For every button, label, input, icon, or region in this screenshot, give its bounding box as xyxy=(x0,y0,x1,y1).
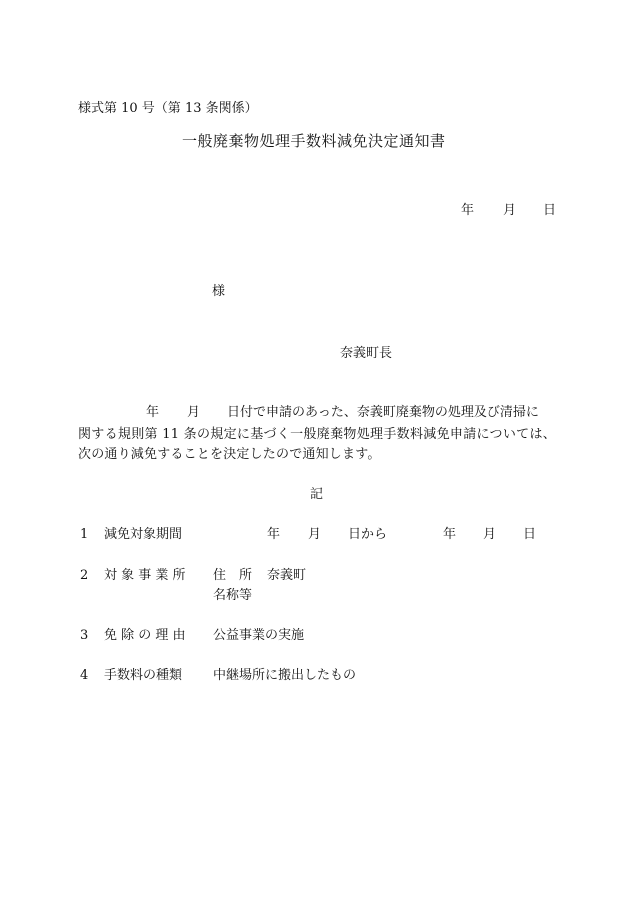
item-label: 免 除 の 理 由 xyxy=(104,628,186,643)
body-month: 月 xyxy=(187,405,201,420)
form-reference: 様式第 10 号（第 13 条関係） xyxy=(78,101,258,116)
item-value: 中継場所に搬出したもの xyxy=(213,668,357,683)
address-value: 奈義町 xyxy=(267,568,307,583)
item-label: 手数料の種類 xyxy=(104,668,183,683)
item-label: 減免対象期間 xyxy=(104,527,183,542)
item-number: 3 xyxy=(80,628,89,643)
date-year: 年 xyxy=(461,203,475,218)
ki-heading: 記 xyxy=(310,487,324,502)
body-line1-rest: 日付で申請のあった、奈義町廃棄物の処理及び清掃に xyxy=(227,405,539,420)
period-end-day: 日 xyxy=(523,527,537,542)
addressee-suffix: 様 xyxy=(212,284,226,299)
name-label: 名称等 xyxy=(213,588,253,603)
date-month: 月 xyxy=(503,203,517,218)
item-number: 1 xyxy=(80,527,89,542)
body-line2: 関する規則第 11 条の規定に基づく一般廃棄物処理手数料減免申請については、 xyxy=(78,427,556,442)
item-number: 2 xyxy=(80,568,89,583)
document-title: 一般廃棄物処理手数料減免決定通知書 xyxy=(182,132,446,150)
item-label: 対 象 事 業 所 xyxy=(104,568,186,583)
address-label: 住 所 xyxy=(213,568,253,583)
period-start-day: 日から xyxy=(348,527,388,542)
period-start-year: 年 xyxy=(267,527,281,542)
period-end-month: 月 xyxy=(483,527,497,542)
item-number: 4 xyxy=(80,668,89,683)
period-start-month: 月 xyxy=(308,527,322,542)
body-year: 年 xyxy=(146,405,160,420)
period-end-year: 年 xyxy=(443,527,457,542)
item-value: 公益事業の実施 xyxy=(213,628,305,643)
body-line3: 次の通り減免することを決定したので通知します。 xyxy=(78,447,381,462)
date-day: 日 xyxy=(543,203,557,218)
sender: 奈義町長 xyxy=(340,346,393,361)
